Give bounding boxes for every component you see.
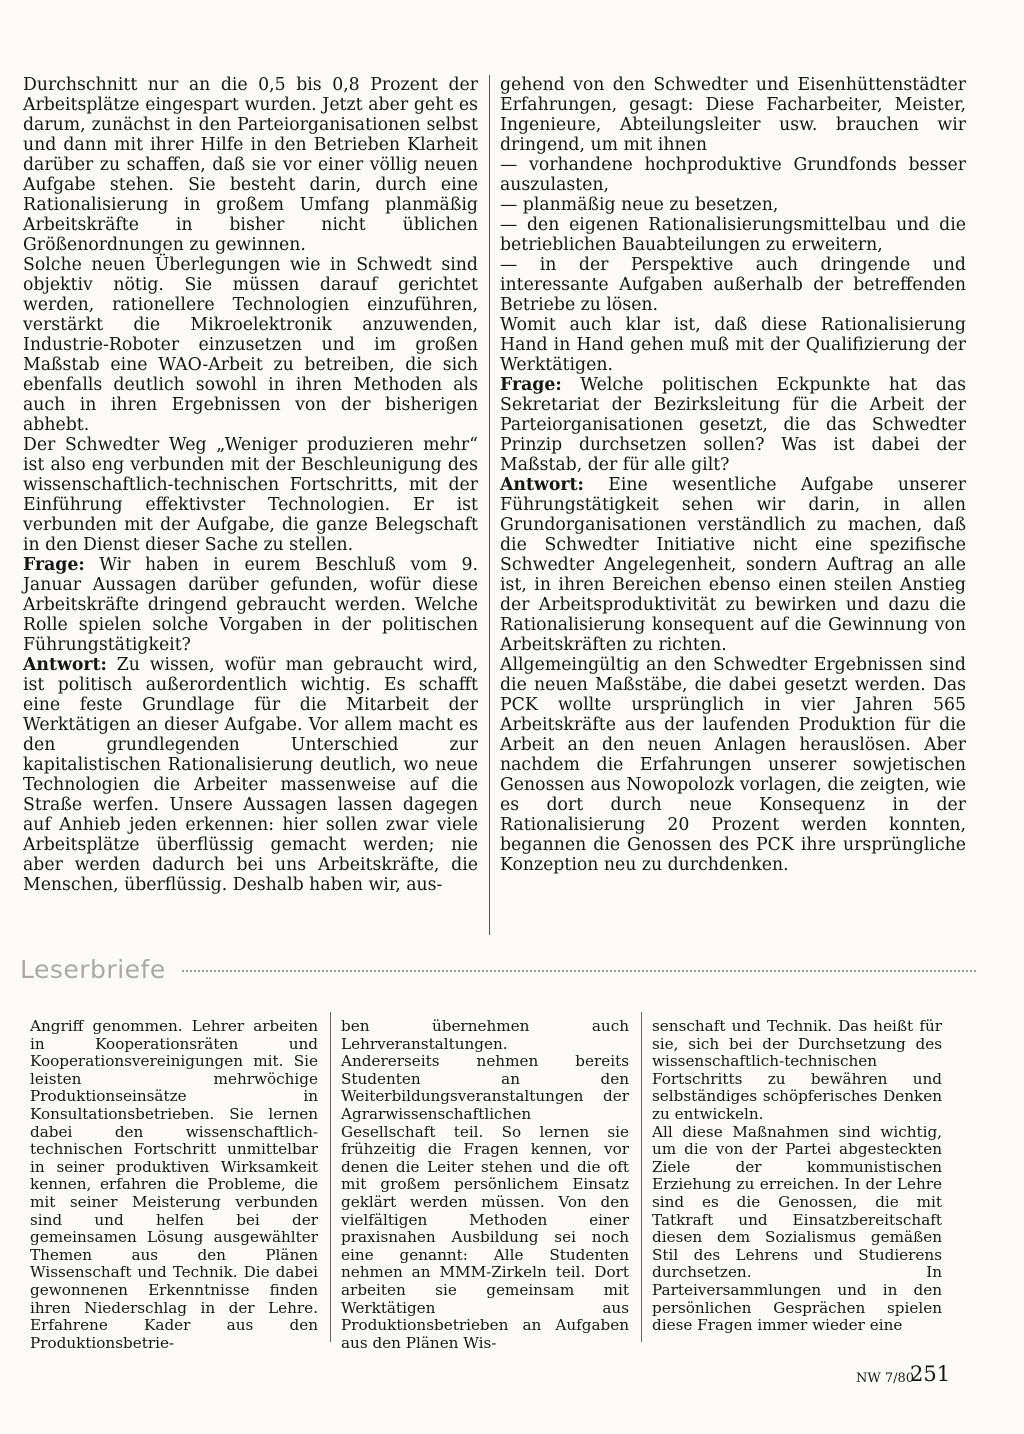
dash-list-item: — vorhandene hochproduktive Grundfonds besser auszulasten, (500, 155, 966, 195)
section-rule (182, 970, 976, 972)
letters-column-2 (341, 1018, 629, 1352)
paragraph: Durchschnitt nur an die 0,5 bis 0,8 Prozent der Arbeitsplätze eingespart wurden. Jetzt aber geht es darum, zunächst in den Parteiorganisationen selbst und dann mit ihrer Hilfe in den Betrieben Klarheit darüber zu schaffen, daß sie vor einer völlig neuen Aufgabe stehen. Sie besteht darin, durch eine Rationalisierung in großem Umfang planmäßig Arbeitskräfte in bisher nicht üblichen Größenordnungen zu gewinnen. (23, 75, 478, 255)
letters-column-3 (652, 1018, 942, 1335)
paragraph: Der Schwedter Weg „Weniger produzieren mehr“ ist also eng verbunden mit der Beschleunigung des wissenschaftlich-technischen Fortschritts, mit der Einführung effektivster Technologien. Er ist verbunden mit der Aufgabe, die ganze Belegschaft in den Dienst dieser Sache zu stellen. (23, 435, 478, 555)
issue-code: NW 7/80 (856, 1371, 915, 1386)
answer-label: Antwort: (23, 655, 107, 675)
dash-list-item: — den eigenen Rationalisierungsmittelbau und die betrieblichen Bauabteilungen zu erweitern, (500, 215, 966, 255)
paragraph: gehend von den Schwedter und Eisenhüttenstädter Erfahrungen, gesagt: Diese Facharbeiter, Meister, Ingenieure, Abteilungsleiter usw. brauchen wir dringend, um mit ihnen (500, 75, 966, 155)
column-divider (489, 75, 490, 935)
page-number: 251 (910, 1362, 951, 1386)
question-label: Frage: (500, 375, 562, 395)
question-paragraph (500, 375, 966, 475)
section-heading: Leserbriefe (20, 955, 166, 984)
paragraph: Allgemeingültig an den Schwedter Ergebnissen sind die neuen Maßstäbe, die dabei gesetzt werden. Das PCK wollte ursprünglich in vier Jahren 565 Arbeitskräfte aus der laufenden Produktion für die Arbeit an den neuen Anlagen herauslösen. Aber nachdem die Erfahrungen unserer sowjetischen Genossen aus Nowopolozk vorlagen, die zeigten, wie es dort durch neue Konsequenz in der Rationalisierung 20 Prozent werden konnten, begannen die Genossen des PCK ihre ursprüngliche Konzeption neu zu durchdenken. (500, 655, 966, 875)
answer-label: Antwort: (500, 475, 584, 495)
article-column-left (23, 75, 478, 895)
paragraph: Solche neuen Überlegungen wie in Schwedt sind objektiv nötig. Sie müssen darauf gerichtet werden, rationellere Technologien einzuführen, verstärkt die Mikroelektronik anzuwenden, Industrie-Roboter einzusetzen und im großen Maßstab eine WAO-Arbeit zu betreiben, die sich ebenfalls deutlich sowohl in ihren Methoden als auch in ihren Ergebnissen von der bisherigen abhebt. (23, 255, 478, 435)
paragraph: Andererseits nehmen bereits Studenten an den Weiterbildungsveranstaltungen der Agrarwissenschaftlichen Gesellschaft teil. So lernen sie frühzeitig die Fragen kennen, vor denen die Leiter stehen und die oft mit großem persönlichem Einsatz geklärt werden müssen. Von den vielfältigen Methoden einer praxisnahen Ausbildung sei noch eine genannt: Alle Studenten nehmen an MMM-Zirkeln teil. Dort arbeiten sie gemeinsam mit Werktätigen aus Produktionsbetrieben an Aufgaben aus den Plänen Wis- (341, 1052, 629, 1352)
answer-paragraph (23, 655, 478, 895)
paragraph: senschaft und Technik. Das heißt für sie, sich bei der Durchsetzung des wissenschaftlich-technischen Fortschritts zu bewähren und selbständiges schöpferisches Denken zu entwickeln. (652, 1017, 942, 1123)
question-text: Welche politischen Eckpunkte hat das Sekretariat der Bezirksleitung für die Arbeit der Parteiorganisationen gesetzt, die das Schwedter Prinzip durchsetzen sollen? Was ist dabei der Maßstab, der für alle gilt? (500, 375, 966, 475)
paragraph: All diese Maßnahmen sind wichtig, um die von der Partei abgesteckten Ziele der kommunistischen Erziehung zu erreichen. In der Lehre sind es die Genossen, die mit Tatkraft und Einsatzbereitschaft diesen dem Sozialismus gemäßen Stil des Lehrens und Studierens durchsetzen. In Parteiversammlungen und in den persönlichen Gesprächen spielen diese Fragen immer wieder eine (652, 1122, 942, 1335)
paragraph: ben übernehmen auch Lehrveranstaltungen. (341, 1017, 629, 1053)
dash-list-item: — planmäßig neue zu besetzen, (500, 195, 779, 215)
column-divider (641, 1012, 642, 1342)
paragraph: Angriff genommen. Lehrer arbeiten in Kooperationsräten und Kooperationsvereinigungen mit. Sie leisten mehrwöchige Produktionseinsätze in Konsultationsbetrieben. Sie lernen dabei den wissenschaftlich-technischen Fortschritt unmittelbar in seiner produktiven Wirksamkeit kennen, erfahren die Probleme, die mit seiner Meisterung verbunden sind und helfen bei der gemeinsamen Lösung ausgewählter Themen aus den Plänen Wissenschaft und Technik. Die dabei gewonnenen Erkenntnisse finden ihren Niederschlag in der Lehre. Erfahrene Kader aus den Produktionsbetrie- (30, 1017, 318, 1352)
question-label: Frage: (23, 555, 85, 575)
answer-paragraph (500, 475, 966, 655)
answer-text: Zu wissen, wofür man gebraucht wird, ist politisch außerordentlich wichtig. Es schafft eine feste Grundlage für die Mitarbeit der Werktätigen an dieser Aufgabe. Vor allem macht es den grundlegenden Unterschied zur kapitalistischen Rationalisierung deutlich, wo neue Technologien die Arbeiter massenweise auf die Straße werfen. Unsere Aussagen lassen dagegen auf Anhieb jeden erkennen: hier sollen zwar viele Arbeitsplätze überflüssig gemacht werden; nie aber werden dadurch bei uns Arbeitskräfte, die Menschen, überflüssig. Deshalb haben wir, aus- (23, 655, 478, 895)
column-divider (330, 1012, 331, 1342)
question-paragraph (23, 555, 478, 655)
answer-text: Eine wesentliche Aufgabe unserer Führungstätigkeit sehen wir darin, in allen Grundorganisationen verständlich zu machen, daß die Schwedter Initiative nicht eine spezifische Schwedter Angelegenheit, sondern Auftrag an alle ist, in ihren Bereichen ebenso einen steilen Anstieg der Arbeitsproduktivität zu bewirken und dazu die Rationalisierung konsequent auf die Gewinnung von Arbeitskräften zu richten. (500, 475, 966, 655)
question-text: Wir haben in eurem Beschluß vom 9. Januar Aussagen darüber gefunden, wofür diese Arbeitskräfte dringend gebraucht werden. Welche Rolle spielen solche Vorgaben in der politischen Führungstätigkeit? (23, 555, 478, 655)
article-column-right (500, 75, 966, 875)
dash-list-item: — in der Perspektive auch dringende und interessante Aufgaben außerhalb der betreffenden Betriebe zu lösen. (500, 255, 966, 315)
letters-column-1 (30, 1018, 318, 1352)
paragraph: Womit auch klar ist, daß diese Rationalisierung Hand in Hand gehen muß mit der Qualifizierung der Werktätigen. (500, 315, 966, 375)
